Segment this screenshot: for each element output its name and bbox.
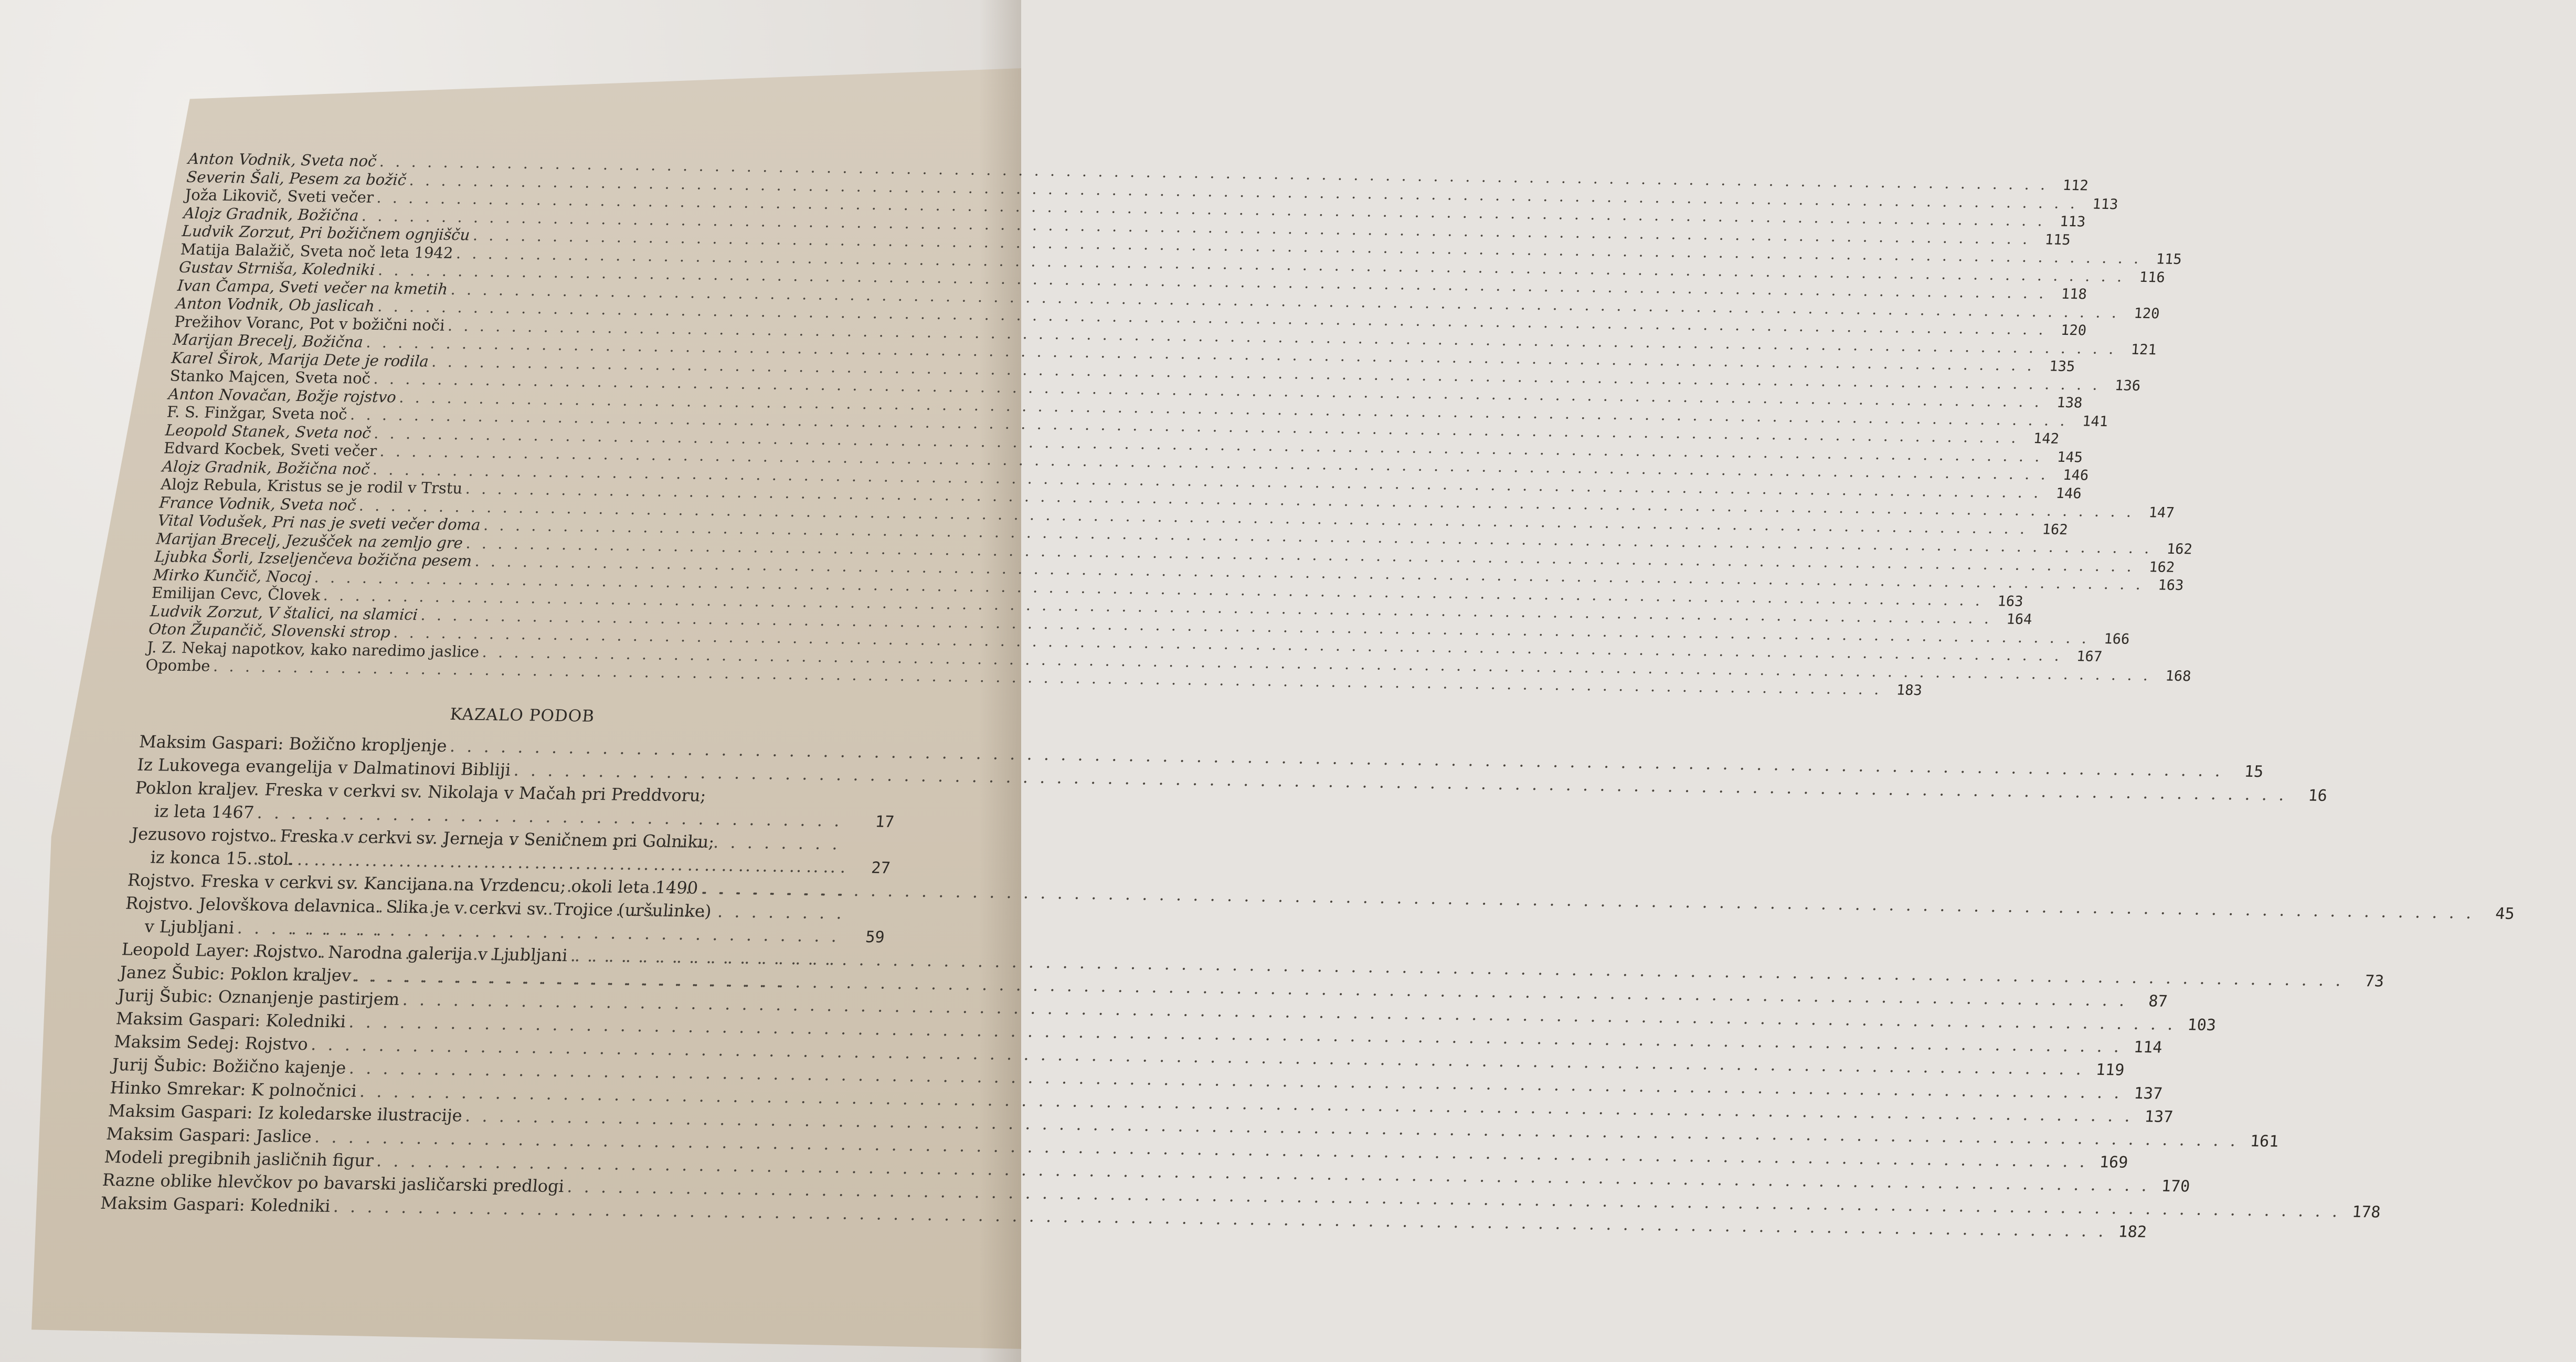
toc-author: J. Z. <box>146 638 178 657</box>
toc-author: F. S. Finžgar <box>166 403 263 422</box>
toc-page-number: 120 <box>2060 322 2087 339</box>
toc-page-number: 115 <box>2044 231 2071 248</box>
toc-page-number: 162 <box>2041 521 2069 538</box>
toc-author: Stanko Majcen <box>169 366 287 386</box>
toc-entry-text: Ludvik Zorzut, Pri božičnem ognjišču <box>181 221 471 244</box>
toc-author: France Vodnik <box>158 493 272 513</box>
toc-page-number: 113 <box>2092 196 2119 213</box>
toc-entry-text: Alojz Gradnik, Božična noč <box>161 457 370 478</box>
toc-author: Edvard Kocbek <box>163 439 282 459</box>
toc-page-number: 146 <box>2055 485 2082 502</box>
figure-entry-text: Maksim Gaspari: Jaslice <box>105 1123 313 1146</box>
figure-page-number: 119 <box>2095 1060 2125 1080</box>
toc-title: Sveta noč <box>300 151 377 170</box>
list-of-figures <box>99 730 2516 1241</box>
figure-entry-text-continued: iz konca 15. stol. <box>150 847 295 869</box>
table-of-contents <box>145 150 2193 699</box>
toc-page-number: 113 <box>2059 213 2086 230</box>
page-content <box>99 150 2516 1241</box>
toc-entry-text: Leopold Stanek, Sveta noč <box>164 420 372 442</box>
toc-page-number: 146 <box>2062 467 2090 484</box>
figure-entry-text: Maksim Gaspari: Koledniki <box>99 1192 332 1216</box>
toc-entry-text <box>145 656 211 675</box>
toc-entry-text: Gustav Strniša, Koledniki <box>178 258 376 279</box>
toc-author: Mirko Kunčič <box>152 565 258 585</box>
toc-entry-text: Ivan Čampa, Sveti večer na kmetih <box>176 276 449 298</box>
toc-page-number: 141 <box>2081 413 2109 430</box>
figure-page-number: 16 <box>2307 786 2328 805</box>
toc-entry-text: Vital Vodušek, Pri nas je sveti večer doma <box>157 511 481 534</box>
toc-title: Sveta noč <box>294 368 372 387</box>
toc-entry-text: Prežihov Voranc, Pot v božični noči <box>174 312 446 334</box>
toc-entry-text: Edvard Kocbek, Sveti večer <box>163 439 378 460</box>
toc-title: Sveti večer <box>290 440 378 460</box>
toc-author: Leopold Stanek <box>164 420 287 441</box>
figure-page-number: 45 <box>2495 904 2516 923</box>
figure-page-number: 73 <box>2364 972 2385 991</box>
figure-entry-text: Iz Lukovega evangelija v Dalmatinovi Bibliji <box>136 754 512 780</box>
figure-page-number: 114 <box>2133 1038 2163 1057</box>
toc-page-number: 147 <box>2148 504 2175 521</box>
toc-page-number: 116 <box>2138 269 2166 286</box>
toc-title: Jezušček na zemljo gre <box>285 531 464 552</box>
toc-author: Anton Vodnik <box>175 294 280 314</box>
toc-entry-text: Severin Šali, Pesem za božič <box>186 167 407 189</box>
toc-title: Nekaj napotkov, kako naredimo jaslice <box>181 638 480 661</box>
toc-entry-text: Alojz Gradnik, Božična <box>183 204 359 225</box>
toc-page-number: 162 <box>2166 541 2193 558</box>
figure-entry-text: Hinko Smrekar: K polnočnici <box>109 1077 358 1101</box>
toc-title: Ob jaslicah <box>288 295 376 315</box>
figure-entry-text: Jurij Šubic: Božično kajenje <box>111 1054 347 1078</box>
toc-entry-text: Ludvik Zorzut, V štalici, na slamici <box>149 601 419 624</box>
toc-title: V štalici, na slamici <box>267 603 419 624</box>
toc-page-number: 163 <box>1997 593 2024 610</box>
toc-page-number: 166 <box>2103 630 2130 648</box>
toc-entry-text: Karel Širok, Marija Dete je rodila <box>171 349 430 370</box>
figure-page-number: 169 <box>2098 1153 2129 1172</box>
figure-entry-text: Razne oblike hlevčkov po bavarski jasličarski predlogi <box>101 1169 565 1196</box>
figure-entry-text: Rojstvo. Jelovškova delavnica. Slika je v cerkvi sv. Trojice (uršulinke) <box>124 892 713 921</box>
toc-entry-text: F. S. Finžgar, Sveta noč <box>166 403 348 424</box>
toc-page-number: 168 <box>2165 668 2192 684</box>
figure-entry-text: Maksim Gaspari: Božično kropljenje <box>138 731 448 756</box>
toc-page-number: 145 <box>2056 449 2084 466</box>
toc-author: Ludvik Zorzut <box>181 221 291 241</box>
figure-entry-text: Rojstvo. Freska v cerkvi sv. Kancijana na Vrzdencu; okoli leta 1490 <box>126 870 699 898</box>
toc-author: Ivan Čampa <box>176 276 271 295</box>
toc-entry-text: Mirko Kunčič, Nocoj <box>152 565 312 586</box>
toc-title: Pri nas je sveti večer doma <box>271 513 481 534</box>
toc-author: Gustav Strniša <box>178 258 294 278</box>
toc-page-number: 112 <box>2062 177 2089 194</box>
figure-entry-text: Modeli pregibnih jasličnih figur <box>103 1146 375 1170</box>
toc-page-number: 142 <box>2032 430 2060 447</box>
figure-entry-text: Janez Šubic: Poklon kraljev <box>119 962 352 985</box>
figure-page-number: 59 <box>864 927 886 947</box>
toc-author: Severin Šali <box>186 167 281 187</box>
toc-title: Marija Dete je rodila <box>268 350 430 370</box>
toc-title: Božična <box>297 205 359 225</box>
toc-author: Ludvik Zorzut <box>149 601 259 621</box>
toc-author: Karel Širok <box>171 349 260 368</box>
toc-page-number: 121 <box>2130 341 2157 358</box>
figure-page-number: 182 <box>2117 1222 2148 1241</box>
figure-entry-text-continued: v Ljubljani <box>144 916 235 937</box>
toc-author: Prežihov Voranc <box>174 312 301 332</box>
toc-page-number: 136 <box>2114 377 2142 394</box>
figure-entry-text: Jurij Šubic: Oznanjenje pastirjem <box>117 985 400 1009</box>
toc-entry-text: Marijan Brecelj, Jezušček na zemljo gre <box>155 529 464 552</box>
toc-title: Pri božičnem ognjišču <box>299 223 471 244</box>
figure-entry-text-continued: iz leta 1467 <box>153 800 255 822</box>
toc-author: Oton Župančič <box>147 620 263 640</box>
toc-title: Človek <box>267 585 321 604</box>
toc-page-number: 115 <box>2155 251 2182 268</box>
toc-title: Izseljenčeva božična pesem <box>258 548 473 570</box>
toc-title: Božična noč <box>275 458 370 478</box>
toc-title: Božična <box>301 332 364 351</box>
figure-entry-text: Maksim Gaspari: Iz koledarske ilustracije <box>107 1100 463 1125</box>
figure-entry-text: Jezusovo rojstvo. Freska v cerkvi sv. Jerneja v Seničnem pri Golniku; <box>130 823 715 852</box>
toc-author: Vital Vodušek <box>157 511 263 531</box>
toc-author: Marijan Brecelj <box>155 529 277 549</box>
figure-page-number: 17 <box>874 812 895 831</box>
toc-author: Ljubka Šorli <box>154 547 250 567</box>
figure-page-number: 161 <box>2249 1132 2280 1151</box>
toc-author: Anton Novačan <box>167 385 288 405</box>
toc-page-number: 167 <box>2075 648 2103 665</box>
toc-title: Božje rojstvo <box>295 386 397 406</box>
toc-entry-text: Oton Župančič, Slovenski strop <box>147 620 391 641</box>
figure-page-number: 27 <box>871 858 892 878</box>
toc-author: Emilijan Cevc <box>151 584 259 603</box>
figure-entry-text: Leopold Layer: Rojstvo. Narodna galerija v Ljubljani <box>121 938 569 965</box>
toc-title: Pesem za božič <box>289 169 407 189</box>
toc-author: Marijan Brecelj <box>172 330 294 350</box>
toc-author: Alojz Rebula <box>160 475 258 494</box>
toc-title: Sveti večer <box>287 187 375 206</box>
toc-entry-text: France Vodnik, Sveta noč <box>158 493 357 514</box>
toc-entry-text: Matija Balažič, Sveta noč leta 1942 <box>179 240 454 262</box>
toc-author: Anton Vodnik <box>187 150 292 169</box>
toc-page-number: 163 <box>2157 577 2185 594</box>
toc-page-number: 164 <box>2006 611 2033 628</box>
figure-page-number: 137 <box>2144 1107 2174 1126</box>
figure-entry-text: Maksim Sedej: Rojstvo <box>113 1031 309 1054</box>
figure-page-number: 87 <box>2147 991 2169 1011</box>
figure-page-number: 178 <box>2351 1202 2381 1221</box>
toc-title: Sveti večer na kmetih <box>279 277 449 298</box>
toc-title: Opombe <box>145 656 211 675</box>
figure-entry-text: Poklon kraljev. Freska v cerkvi sv. Nikolaja v Mačah pri Preddvoru; <box>134 777 707 806</box>
figure-page-number: 103 <box>2187 1015 2217 1034</box>
toc-title: Slovenski strop <box>271 621 391 641</box>
figures-heading: KAZALO PODOB <box>449 704 596 726</box>
toc-entry-text: Anton Vodnik, Sveta noč <box>187 150 377 170</box>
toc-author: Matija Balažič <box>179 240 291 260</box>
toc-author: Joža Likovič <box>184 185 279 205</box>
toc-page-number: 135 <box>2049 358 2076 375</box>
figure-page-number: 137 <box>2133 1084 2164 1103</box>
toc-page-number: 138 <box>2056 394 2083 411</box>
toc-entry-text: Emilijan Cevc, Človek <box>151 584 321 604</box>
toc-author: Alojz Gradnik <box>183 204 289 224</box>
toc-author: Alojz Gradnik <box>161 457 268 477</box>
toc-entry-text: Ljubka Šorli, Izseljenčeva božična pesem <box>154 547 473 570</box>
toc-title: Sveta noč <box>271 404 348 424</box>
toc-page-number: 183 <box>1895 682 1923 699</box>
toc-title: Koledniki <box>301 260 376 279</box>
toc-entry-text: Stanko Majcen, Sveta noč <box>169 366 372 387</box>
toc-title: Kristus se je rodil v Trstu <box>266 477 463 498</box>
toc-title: Sveta noč <box>279 495 357 514</box>
toc-title: Sveta noč <box>294 423 372 442</box>
toc-entry-text: Anton Vodnik, Ob jaslicah <box>175 294 376 315</box>
figure-page-number: 170 <box>2160 1177 2191 1196</box>
toc-title: Nocoj <box>266 567 312 586</box>
toc-page-number: 120 <box>2133 305 2160 322</box>
figure-page-number: 15 <box>2243 762 2264 781</box>
toc-entry-text: Marijan Brecelj, Božična <box>172 330 364 351</box>
toc-entry-text: Alojz Rebula, Kristus se je rodil v Trstu <box>160 475 463 498</box>
toc-title: Pot v božični noči <box>309 314 446 334</box>
toc-page-number: 162 <box>2148 558 2176 576</box>
figure-entry-text: Maksim Gaspari: Koledniki <box>115 1008 347 1031</box>
toc-entry-text: Anton Novačan, Božje rojstvo <box>167 385 397 406</box>
toc-title: Sveta noč leta 1942 <box>299 241 454 262</box>
toc-page-number: 118 <box>2060 286 2088 303</box>
toc-entry-text: Joža Likovič, Sveti večer <box>184 185 375 206</box>
